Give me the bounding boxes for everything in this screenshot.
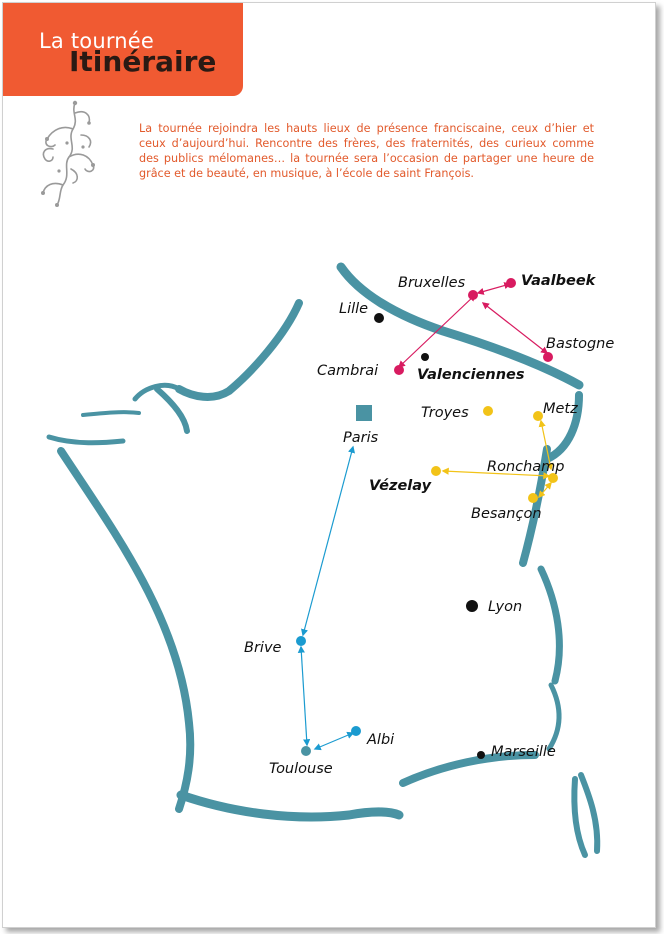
label-vaalbeek: Vaalbeek xyxy=(521,273,596,289)
intro-paragraph: La tournée rejoindra les hauts lieux de présence franciscaine, ceux d’hier et ceux d’aujourd’hui. Rencontre des frères, des fraternités, des curieux comme des publics mélomanes… la tournée sera l’occasion de partager une heure de grâce et de beauté, en musique, à l’école de saint François. xyxy=(139,122,594,180)
label-brive: Brive xyxy=(244,640,282,656)
label-valenciennes: Valenciennes xyxy=(417,367,525,383)
marker-marseille xyxy=(477,751,485,759)
marker-lille xyxy=(374,313,384,323)
marker-toulouse xyxy=(301,746,311,756)
header-title: Itinéraire xyxy=(69,45,217,78)
route-toulouse-albi xyxy=(315,733,353,749)
brochure-page xyxy=(2,2,656,928)
marker-troyes xyxy=(483,406,493,416)
label-toulouse: Toulouse xyxy=(269,761,333,777)
marker-lyon xyxy=(466,600,478,612)
marker-bruxelles xyxy=(468,290,478,300)
label-besancon: Besançon xyxy=(471,506,542,522)
label-metz: Metz xyxy=(543,401,578,417)
header-subtitle: La tournée xyxy=(39,29,155,53)
label-paris: Paris xyxy=(343,430,379,446)
label-albi: Albi xyxy=(367,732,395,748)
marker-bastogne xyxy=(543,352,553,362)
marker-albi xyxy=(351,726,361,736)
route-blue xyxy=(301,447,353,749)
marker-besancon xyxy=(528,493,538,503)
route-bruxelles-vaalbeek xyxy=(478,284,510,293)
marker-vezelay xyxy=(431,466,441,476)
route-brive-toulouse xyxy=(301,647,307,745)
label-bruxelles: Bruxelles xyxy=(398,275,466,291)
marker-paris xyxy=(356,405,372,421)
marker-cambrai xyxy=(394,365,404,375)
marker-brive xyxy=(296,636,306,646)
label-ronchamp: Ronchamp xyxy=(487,459,565,475)
route-bruxelles-cambrai xyxy=(399,295,475,367)
marker-metz xyxy=(533,411,543,421)
marker-valenciennes xyxy=(421,353,429,361)
label-troyes: Troyes xyxy=(421,405,469,421)
route-paris-brive xyxy=(303,447,353,635)
label-cambrai: Cambrai xyxy=(317,363,379,379)
label-bastogne: Bastogne xyxy=(546,336,615,352)
label-marseille: Marseille xyxy=(491,744,556,760)
label-vezelay: Vézelay xyxy=(369,478,432,494)
marker-vaalbeek xyxy=(506,278,516,288)
label-lille: Lille xyxy=(339,301,369,317)
france-tour-map xyxy=(3,3,655,927)
label-lyon: Lyon xyxy=(488,599,523,615)
